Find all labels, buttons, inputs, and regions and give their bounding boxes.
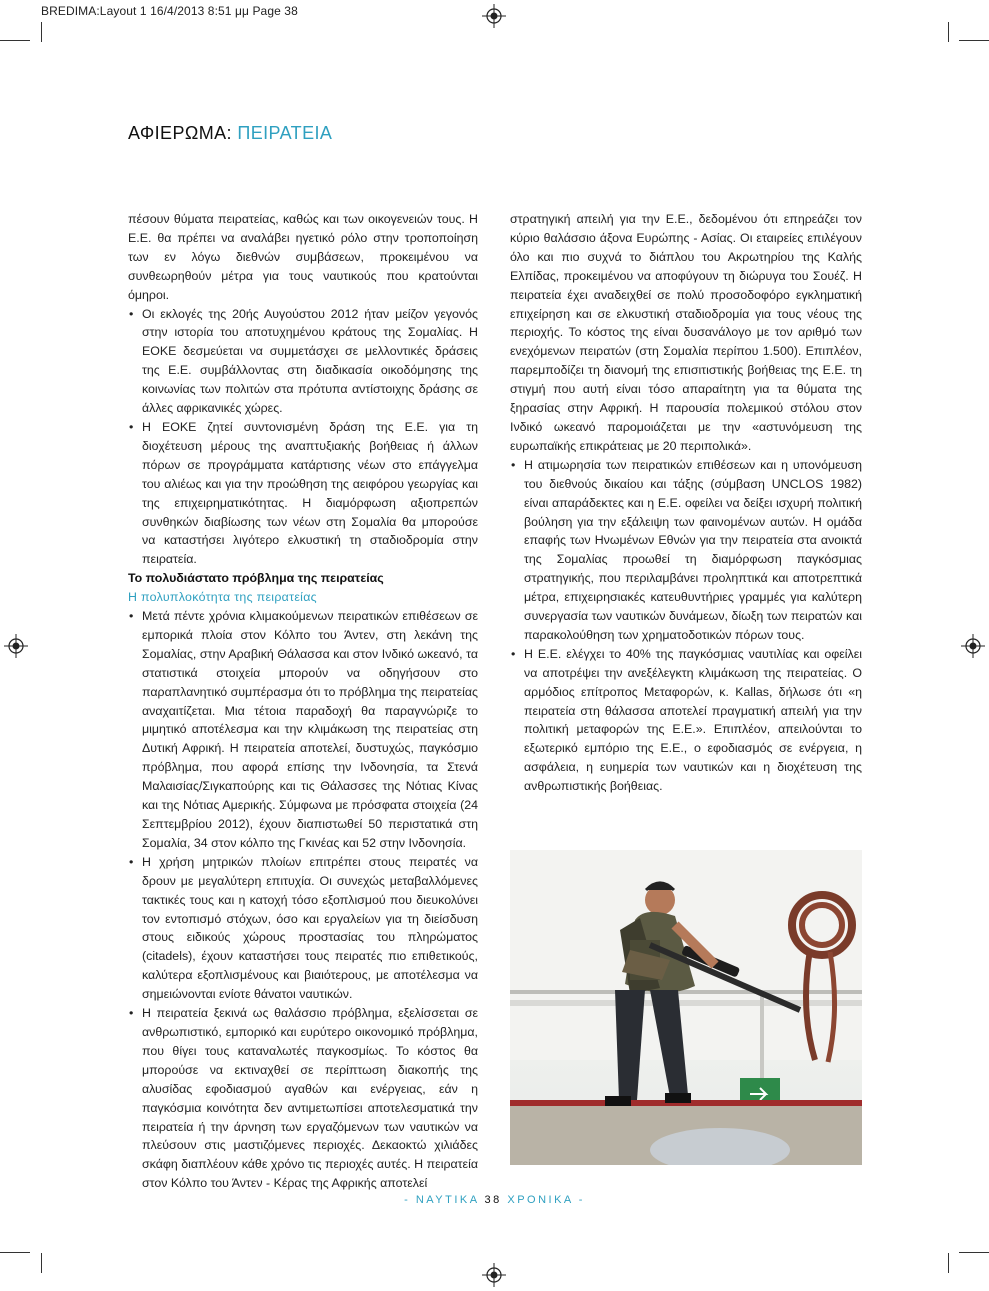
bullet-item: • Μετά πέντε χρόνια κλιμακούμενων πειρατικών επιθέσεων σε εμπορικά πλοία στον Κόλπο του Άντεν, στη λεκάνη της Σομαλίας, στην Αραβική Θάλασσα και στον Ινδικό ωκεανό, τα στατιστικά στοιχεία μπορούν να οδηγήσουν στο παραπλανητικό συμπέρασμα ότι το πρόβλημα της πειρατείας αναχαιτίζεται. Μια τέτοια παραδοχή θα παραγνώριζε το μιμητικό αποτέλεσμα και την κλιμάκωση της πειρατείας στη Δυτική Αφρική. Η πειρατεία αποτελεί, δυστυχώς, παγκόσμιο πρόβλημα, που αφορά επίσης την Ινδονησία, τα Στενά Μαλαισίας/Σιγκαπούρης και τις Θάλασσες της Νότιας Κίνας και της Νότιας Αμερικής. Σύμφωνα με πρόσφατα στοιχεία (24 Σεπτεμβρίου 2012), έχουν διαπιστωθεί 50 περιστατικά στη Σομαλία, 34 στον κόλπο της Γκινέας και 52 στην Ινδονησία. bbox=[128, 607, 478, 853]
section-label: ΑΦΙΕΡΩΜΑ: bbox=[128, 123, 232, 143]
article-sub-subheading: Η πολυπλοκότητα της πειρατείας bbox=[128, 590, 317, 605]
crop-mark-bottom-left-v bbox=[41, 1253, 42, 1273]
crop-mark-top-left-v bbox=[41, 22, 42, 42]
print-slug: BREDIMA:Layout 1 16/4/2013 8:51 μμ Page 38 bbox=[41, 4, 298, 18]
crop-mark-top-right-v bbox=[948, 22, 949, 42]
security-guard-photo bbox=[510, 850, 862, 1165]
registration-mark-top-icon bbox=[482, 4, 506, 28]
bullet-item: • Η Ε.Ε. ελέγχει το 40% της παγκόσμιας ναυτιλίας και οφείλει να αποτρέψει την ανεξέλεγκτη κλιμάκωση της πειρατείας. Ο αρμόδιος επίτροπος Μεταφορών, κ. Kallas, δήλωσε ότι «η πειρατεία στη θάλασσα αποτελεί πραγματική απειλή για την πολιτική μεταφορών της Ε.Ε.». Επιπλέον, απειλούνται το εξωτερικό εμπόριο της Ε.Ε., ο εφοδιασμός σε ενέργεια, η ασφάλεια, η ευημερία των ναυτικών και η διοχέτευση της ανθρωπιστικής βοήθειας. bbox=[510, 645, 862, 796]
page-footer bbox=[0, 1194, 989, 1206]
crop-mark-top-right-h bbox=[959, 40, 989, 41]
crop-mark-top-left-h bbox=[0, 40, 30, 41]
article-subheading: Το πολυδιάστατο πρόβλημα της πειρατείας bbox=[128, 571, 384, 586]
section-topic: ΠΕΙΡΑΤΕΙΑ bbox=[237, 123, 333, 143]
bullet-item: • Η ΕΟΚΕ ζητεί συντονισμένη δράση της Ε.Ε. για τη διοχέτευση μέρους της αναπτυξιακής βοήθειας ή άλλων πόρων σε προγράμματα κατάρτισης νέων στο επάγγελμα του αλιέως και για την προώθηση της αειφόρου γεωργίας και της επιχειρηματικότητας. Η διαμόρφωση αξιοπρεπών συνθηκών διαβίωσης των νέων στη Σομαλία θα μπορούσε να καταστήσει λιγότερο ελκυστική τη σταδιοδρομία στην πειρατεία. bbox=[128, 418, 478, 569]
right-column bbox=[510, 210, 862, 796]
crop-mark-bottom-right-v bbox=[948, 1253, 949, 1273]
crop-mark-bottom-left-h bbox=[0, 1252, 30, 1253]
left-column bbox=[128, 210, 478, 1193]
registration-mark-right-icon bbox=[961, 634, 985, 658]
bullet-item: • Η ατιμωρησία των πειρατικών επιθέσεων και η υπονόμευση του διεθνούς δικαίου και τάξης (σύμβαση UNCLOS 1982) είναι απαράδεκτες και η Ε.Ε. οφείλει να δείξει ισχυρή πολιτική βούληση για την εξάλειψη των φαινομένων αυτών. Η ομάδα επαφής των Ηνωμένων Εθνών για την πειρατεία στα ανοικτά της Σομαλίας προωθεί τη διαμόρφωση παγκόσμιας στρατηγικής, που περιλαμβάνει προληπτικά και αποτρεπτικά μέτρα, επιχειρησιακές κατευθυντήριες γραμμές για καλύτερη συνεργασία των ναυτικών δυνάμεων, δίωξη των πειρατών και παρακολούθηση των χρηματοδοτικών πόρων τους. bbox=[510, 456, 862, 645]
photo-illustration bbox=[510, 850, 862, 1165]
bullet-item: • Η πειρατεία ξεκινά ως θαλάσσιο πρόβλημα, εξελίσσεται σε ανθρωπιστικό, εμπορικό και ευρύτερο οικονομικό πρόβλημα, που θίγει τους καταναλωτές παγκοσμίως. Το κόστος θα μπορούσε να εκτιναχθεί σε περίπτωση διακοπής της αλυσίδας εφοδιασμού αγαθών και ενέργειας, εάν η παγκόσμια κοινότητα δεν αντιμετωπίσει αποτελεσματικά την πειρατεία ή την άρνηση των εργαζόμενων των ναυτικών να πλεύσουν στις μαστιζόμενες περιοχές. Δεκαοκτώ χιλιάδες σκάφη διαπλέουν κάθε χρόνο τις περιοχές αυτές. Η πειρατεία στον Κόλπο του Άντεν - Κέρας της Αφρικής αποτελεί bbox=[128, 1004, 478, 1193]
bullet-item: • Η χρήση μητρικών πλοίων επιτρέπει στους πειρατές να δρουν με μεγαλύτερη επιτυχία. Οι συνεχώς μεταβαλλόμενες τακτικές τους και η κατοχή τόσο εξοπλισμού που διευκολύνει τον εντοπισμό στόχων, όσο και εργαλείων για τη διείσδυση στους ειδικούς χώρους προστασίας του πληρώματος (citadels), έχουν καταστήσει τους πειρατές πιο επιθετικούς, καλύτερα εξοπλισμένους και βιαιότερους, με αποτέλεσμα να σημειώνονται ενίοτε θάνατοι ναυτικών. bbox=[128, 853, 478, 1004]
crop-mark-bottom-right-h bbox=[959, 1252, 989, 1253]
paragraph: πέσουν θύματα πειρατείας, καθώς και των οικογενειών τους. Η Ε.Ε. θα πρέπει να αναλάβει ηγετικό ρόλο στην τροποποίηση των εν λόγω διεθνών συμβάσεων, προκειμένου να συνθεωρηθούν μέτρα για τους ναυτικούς που κρατούνται όμηροι. bbox=[128, 212, 478, 302]
footer-right: ΧΡΟΝΙΚΑ - bbox=[507, 1194, 585, 1206]
page-number: 38 bbox=[484, 1194, 502, 1206]
footer-left: - ΝΑΥΤΙΚΑ bbox=[404, 1194, 479, 1206]
paragraph: στρατηγική απειλή για την Ε.Ε., δεδομένου ότι επηρεάζει τον κύριο θαλάσσιο άξονα Ευρώπης - Ασίας. Οι εταιρείες επιλέγουν όλο και πιο συχνά το διάπλου του Ακρωτηρίου της Καλής Ελπίδας, προκειμένου να αποφύγουν τη διώρυγα του Σουέζ. Η πειρατεία έχει αναδειχθεί σε πολύ προσοδοφόρο εγκληματική επιχείρηση και σε ελκυστική σταδιοδρομία για τους νέους της περιοχής. Το κόστος της είναι δυσανάλογο με τον αριθμό των ενεχόμενων πειρατών (στη Σομαλία περίπου 1.500). Επιπλέον, παρεμποδίζει τη διανομή της επισιτιστικής βοήθειας της Ε.Ε. τη στιγμή που αυτή είναι τόσο απαραίτητη για τα θύματα της ξηρασίας στην Αφρική. Η παρουσία πολεμικού στόλου στον Ινδικό ωκεανό παρομοιάζεται με την «αστυνόμευση της ευρωπαϊκής επικράτειας με 20 περιπολικά». bbox=[510, 212, 862, 453]
registration-mark-bottom-icon bbox=[482, 1263, 506, 1287]
registration-mark-left-icon bbox=[4, 634, 28, 658]
bullet-item: • Οι εκλογές της 20ής Αυγούστου 2012 ήταν μείζον γεγονός στην ιστορία του αποτυχημένου κράτους της Σομαλίας. Η ΕΟΚΕ δεσμεύεται να συμμετάσχει σε μελλοντικές δράσεις της Ε.Ε. συμβάλλοντας στη διαδικασία οικοδόμησης της κοινωνίας των πολιτών στα πρότυπα αντίστοιχης δράσης σε άλλες αφρικανικές χώρες. bbox=[128, 305, 478, 418]
section-header bbox=[128, 123, 332, 144]
